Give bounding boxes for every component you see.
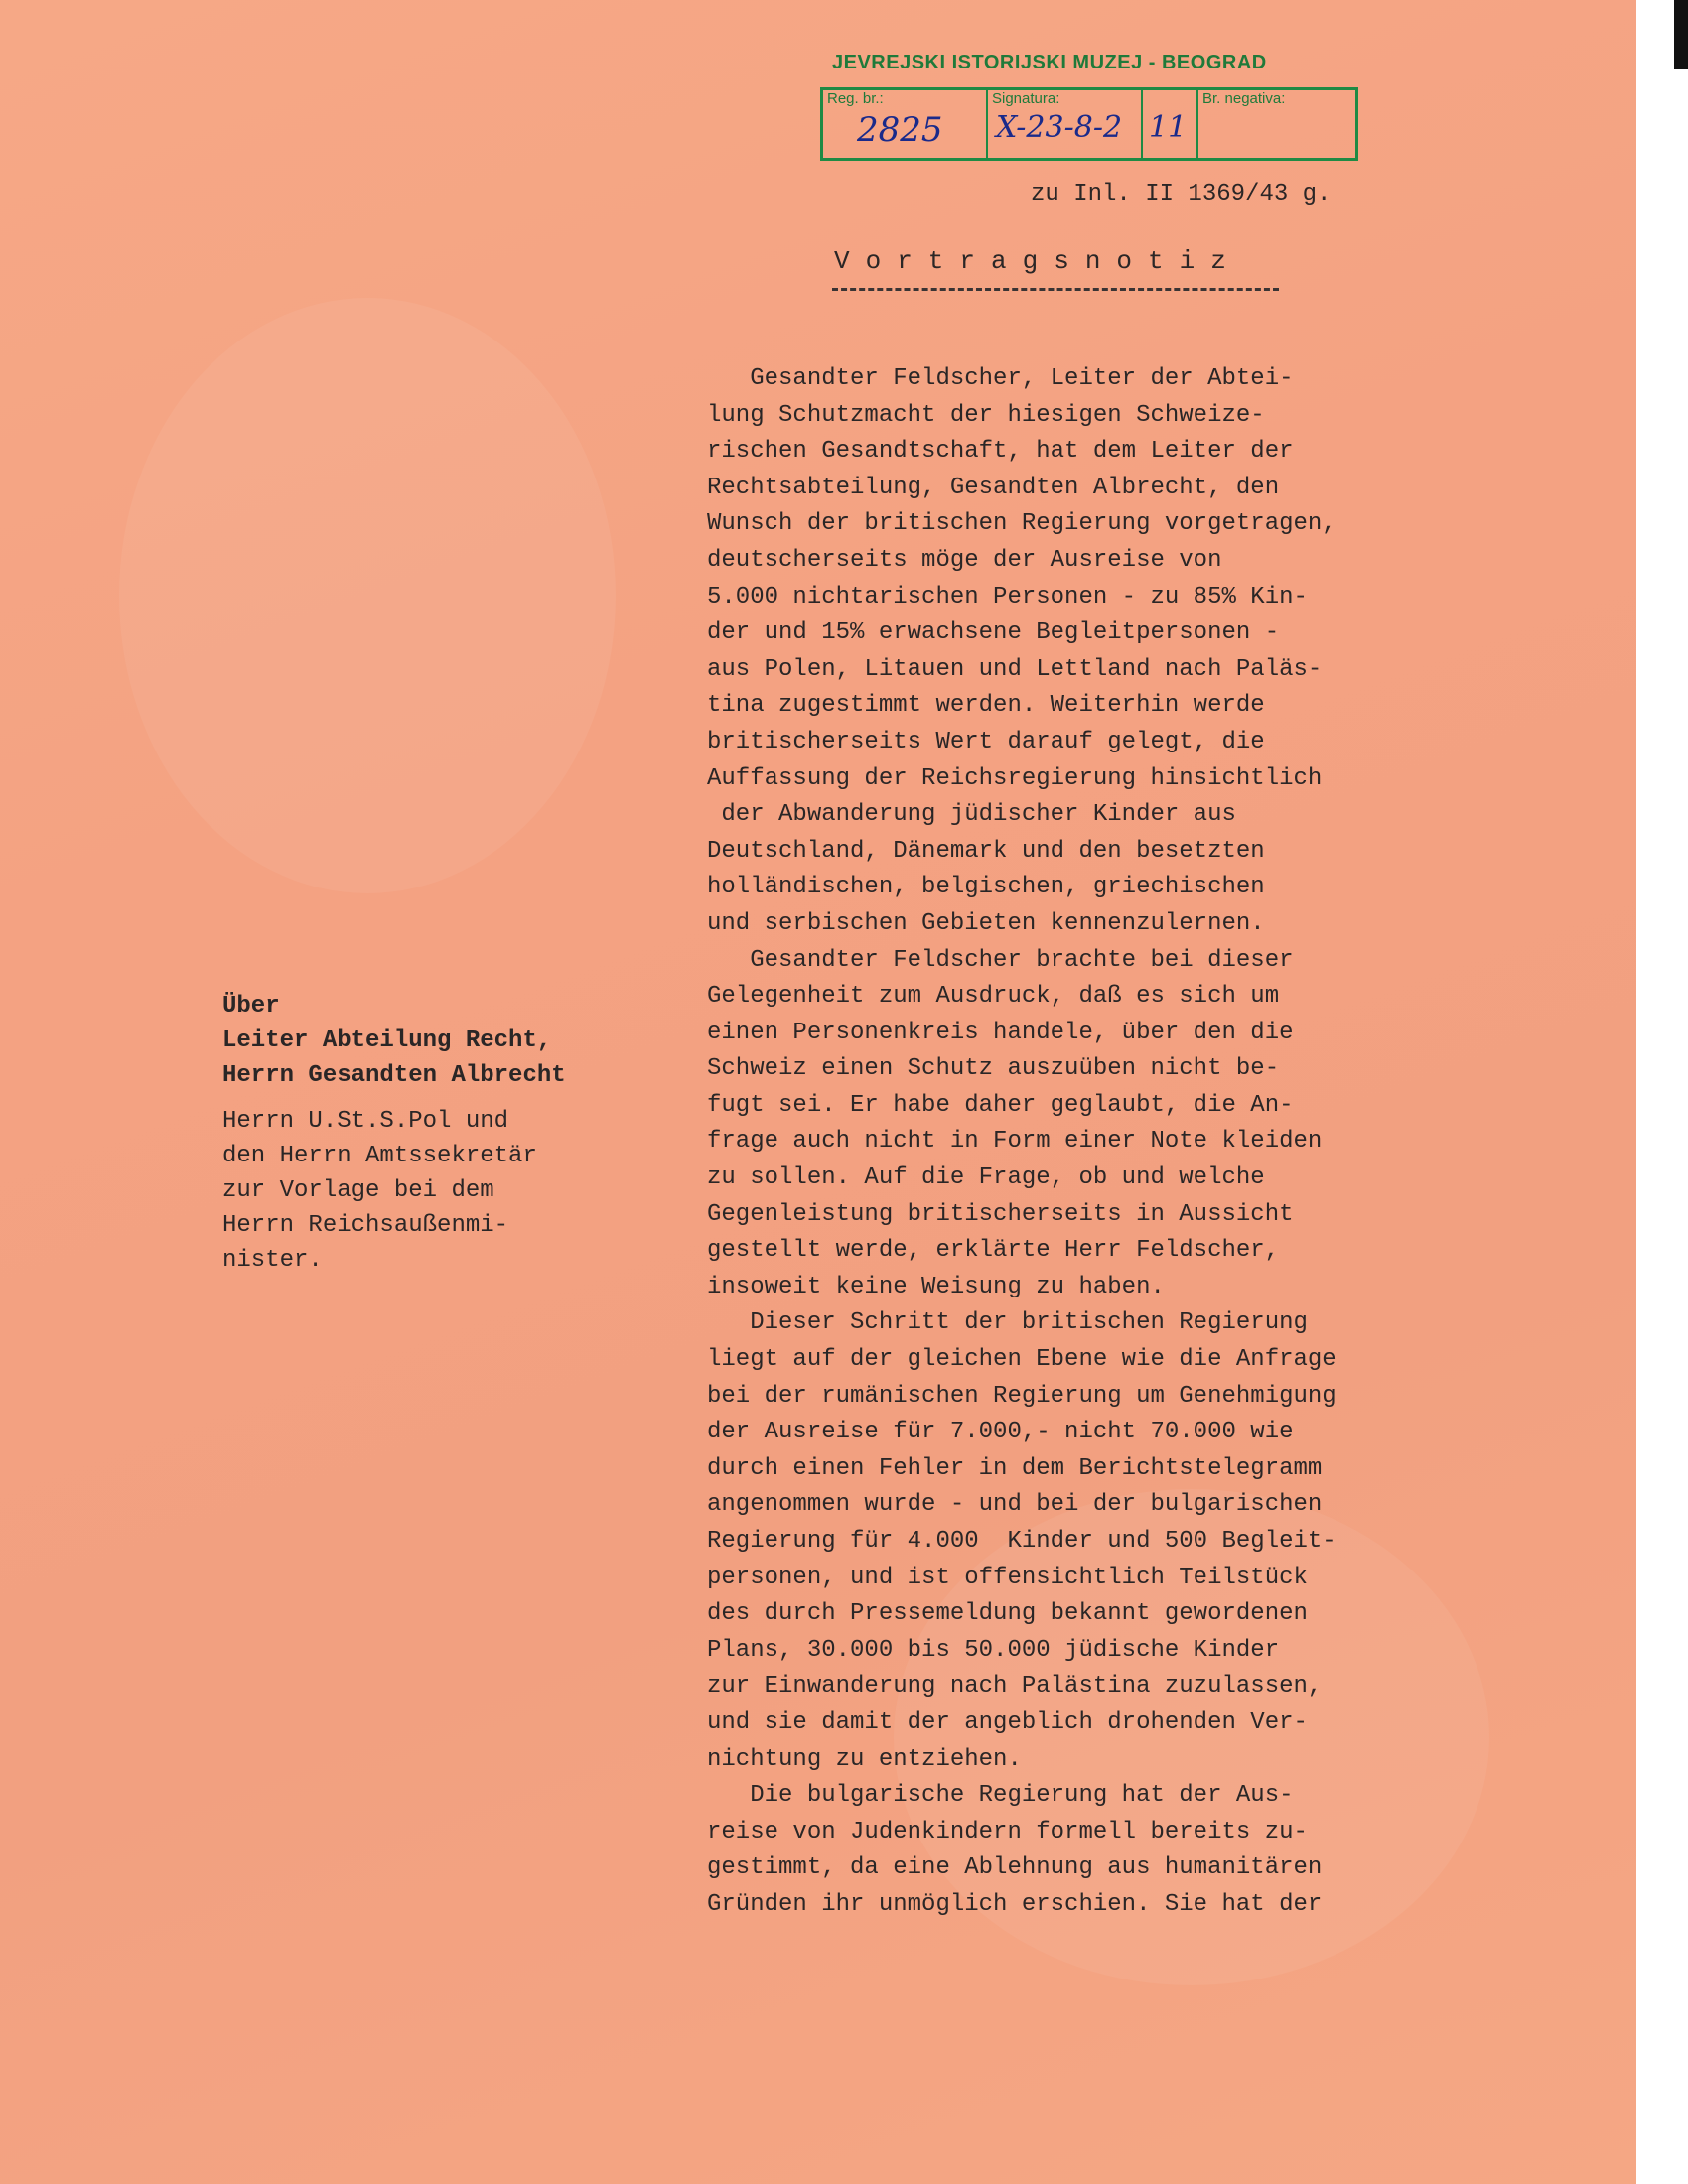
text-line: Gelegenheit zum Ausdruck, daß es sich um xyxy=(707,983,1280,1011)
text-line: rischen Gesandtschaft, hat dem Leiter der xyxy=(707,438,1294,466)
text-line: der Abwanderung jüdischer Kinder aus xyxy=(707,801,1236,829)
text-line: gestimmt, da eine Ablehnung aus humanitären xyxy=(707,1854,1323,1882)
text-line: fugt sei. Er habe daher geglaubt, die An- xyxy=(707,1091,1294,1119)
text-line: reise von Judenkindern formell bereits zu- xyxy=(707,1818,1308,1845)
text-line: einen Personenkreis handele, über den die xyxy=(707,1019,1294,1046)
routing-line: Leiter Abteilung Recht, xyxy=(222,1027,552,1054)
stamp-reg-value: 2825 xyxy=(857,110,943,150)
text-line: der Ausreise für 7.000,- nicht 70.000 wie xyxy=(707,1419,1294,1446)
text-line: Gegenleistung britischerseits in Aussicht xyxy=(707,1200,1294,1228)
routing-line: zur Vorlage bei dem xyxy=(222,1177,494,1204)
reference-number: zu Inl. II 1369/43 g. xyxy=(1031,181,1332,207)
text-line: Rechtsabteilung, Gesandten Albrecht, den xyxy=(707,474,1280,501)
text-line: zur Einwanderung nach Palästina zuzulassen, xyxy=(707,1673,1323,1701)
scan-margin xyxy=(1636,0,1688,2184)
text-line: lung Schutzmacht der hiesigen Schweize- xyxy=(707,401,1265,429)
text-line: Auffassung der Reichsregierung hinsichtlich xyxy=(707,764,1323,792)
stamp-cell-negativ xyxy=(1198,90,1355,158)
text-line: deutscherseits möge der Ausreise von xyxy=(707,546,1222,574)
routing-line: Über xyxy=(222,993,280,1020)
text-line: angenommen wurde - und bei der bulgarischen xyxy=(707,1491,1323,1519)
text-line: Die bulgarische Regierung hat der Aus- xyxy=(707,1782,1294,1810)
heading-underline xyxy=(832,288,1279,291)
text-line: zu sollen. Auf die Frage, ob und welche xyxy=(707,1164,1265,1192)
routing-line: Herrn U.St.S.Pol und xyxy=(222,1108,509,1135)
stamp-cell-signatura xyxy=(988,90,1143,158)
text-line: tina zugestimmt werden. Weiterhin werde xyxy=(707,692,1265,720)
text-line: Deutschland, Dänemark und den besetzten xyxy=(707,837,1265,865)
text-line: nichtung zu entziehen. xyxy=(707,1745,1022,1773)
text-line: 5.000 nichtarischen Personen - zu 85% Kin- xyxy=(707,583,1308,611)
stamp-negativ-label: Br. negativa: xyxy=(1202,90,1286,107)
scan-edge-mark xyxy=(1674,0,1688,69)
stamp-sub-value: 11 xyxy=(1149,110,1188,145)
text-line: der und 15% erwachsene Begleitpersonen - xyxy=(707,619,1280,647)
text-line: Dieser Schritt der britischen Regierung xyxy=(707,1309,1308,1337)
text-line: durch einen Fehler in dem Berichtstelegramm xyxy=(707,1454,1323,1482)
text-line: britischerseits Wert darauf gelegt, die xyxy=(707,728,1265,755)
routing-line: Herrn Reichsaußenmi- xyxy=(222,1212,509,1239)
text-line: aus Polen, Litauen und Lettland nach Paläs- xyxy=(707,655,1323,683)
text-line: holländischen, belgischen, griechischen xyxy=(707,874,1265,901)
text-line: Gesandter Feldscher brachte bei dieser xyxy=(707,946,1294,974)
document-heading: Vortragsnotiz xyxy=(834,246,1242,276)
text-line: bei der rumänischen Regierung um Genehmigung xyxy=(707,1382,1336,1410)
stamp-signatura-label: Signatura: xyxy=(992,90,1060,107)
routing-line: Herrn Gesandten Albrecht xyxy=(222,1062,566,1089)
stamp-cell-reg xyxy=(823,90,988,158)
text-line: liegt auf der gleichen Ebene wie die Anfrage xyxy=(707,1346,1336,1374)
text-line: Plans, 30.000 bis 50.000 jüdische Kinder xyxy=(707,1636,1280,1664)
archive-stamp-title: JEVREJSKI ISTORIJSKI MUZEJ - BEOGRAD xyxy=(832,52,1267,73)
text-line: Gründen ihr unmöglich erschien. Sie hat der xyxy=(707,1890,1323,1918)
stamp-reg-label: Reg. br.: xyxy=(827,90,884,107)
text-line: Wunsch der britischen Regierung vorgetragen, xyxy=(707,510,1336,538)
text-line: personen, und ist offensichtlich Teilstück xyxy=(707,1564,1308,1591)
text-line: und sie damit der angeblich drohenden Ver- xyxy=(707,1708,1308,1736)
text-line: frage auch nicht in Form einer Note kleiden xyxy=(707,1128,1323,1156)
text-line: gestellt werde, erklärte Herr Feldscher, xyxy=(707,1237,1280,1265)
main-text xyxy=(707,361,1601,1924)
text-line: des durch Pressemeldung bekannt gewordenen xyxy=(707,1600,1308,1628)
text-line: und serbischen Gebieten kennenzulernen. xyxy=(707,909,1265,937)
archive-stamp-box xyxy=(820,87,1358,161)
routing-line: nister. xyxy=(222,1247,323,1274)
stamp-cell-sub xyxy=(1143,90,1198,158)
text-line: Schweiz einen Schutz auszuüben nicht be- xyxy=(707,1055,1280,1083)
stamp-signatura-value: X-23-8-2 xyxy=(996,110,1123,145)
paper-stain xyxy=(119,298,616,893)
text-line: Regierung für 4.000 Kinder und 500 Begleit- xyxy=(707,1528,1336,1555)
text-line: insoweit keine Weisung zu haben. xyxy=(707,1273,1165,1300)
text-line: Gesandter Feldscher, Leiter der Abtei- xyxy=(707,365,1294,392)
routing-line: den Herrn Amtssekretär xyxy=(222,1143,537,1169)
routing-note-heading xyxy=(222,989,566,1093)
routing-note-body xyxy=(222,1104,537,1278)
